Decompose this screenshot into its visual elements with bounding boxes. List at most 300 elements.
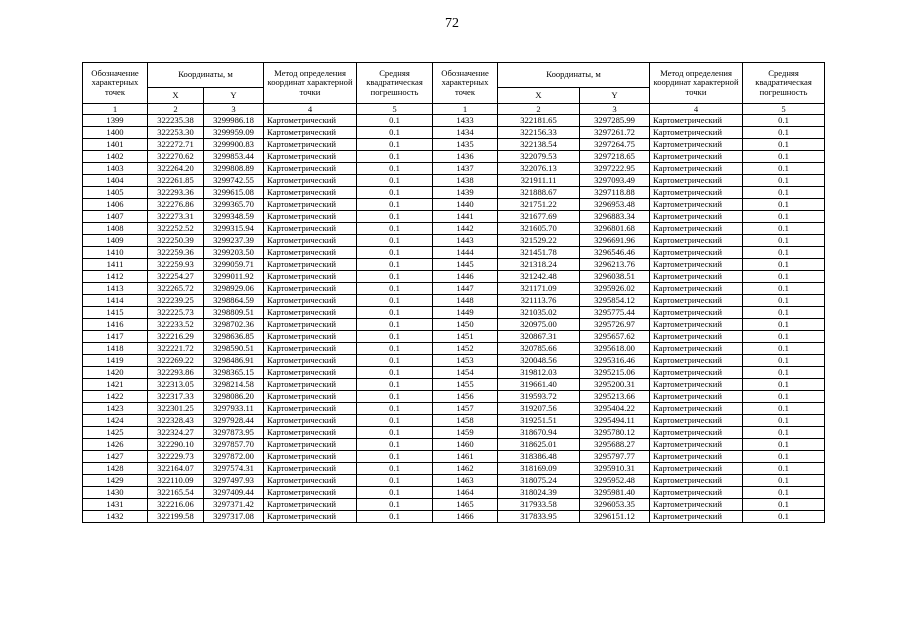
point-id-right: 1439 [433, 187, 498, 199]
table-row [83, 343, 825, 355]
coord-y-right: 3295981.40 [580, 487, 650, 499]
table-row [83, 127, 825, 139]
error-right: 0.1 [743, 427, 825, 439]
coord-y-right: 3295657.62 [580, 331, 650, 343]
method-left: Картометрический [264, 295, 357, 307]
point-id-right: 1450 [433, 319, 498, 331]
error-left: 0.1 [357, 259, 433, 271]
method-right: Картометрический [650, 499, 743, 511]
coord-x-right: 318670.94 [498, 427, 580, 439]
coord-y-left: 3299742.55 [204, 175, 264, 187]
point-id-left: 1406 [83, 199, 148, 211]
error-left: 0.1 [357, 211, 433, 223]
method-left: Картометрический [264, 223, 357, 235]
coord-x-right: 318625.01 [498, 439, 580, 451]
method-left: Картометрический [264, 439, 357, 451]
coord-y-right: 3297118.88 [580, 187, 650, 199]
coord-y-right: 3295688.27 [580, 439, 650, 451]
error-right: 0.1 [743, 379, 825, 391]
coord-x-left: 322216.29 [148, 331, 204, 343]
point-id-left: 1425 [83, 427, 148, 439]
coord-y-right: 3295775.44 [580, 307, 650, 319]
table-row [83, 475, 825, 487]
point-id-right: 1455 [433, 379, 498, 391]
coord-y-left: 3298590.51 [204, 343, 264, 355]
error-left: 0.1 [357, 391, 433, 403]
coord-x-left: 322164.07 [148, 463, 204, 475]
method-right: Картометрический [650, 487, 743, 499]
method-right: Картометрический [650, 391, 743, 403]
col-number: 2 [148, 104, 204, 115]
method-right: Картометрический [650, 271, 743, 283]
coord-y-left: 3299011.92 [204, 271, 264, 283]
coord-x-right: 319661.40 [498, 379, 580, 391]
method-right: Картометрический [650, 115, 743, 127]
method-left: Картометрический [264, 163, 357, 175]
col-number: 3 [204, 104, 264, 115]
coord-x-left: 322110.09 [148, 475, 204, 487]
point-id-left: 1413 [83, 283, 148, 295]
header-x-right: X [498, 88, 580, 104]
coord-x-right: 321911.11 [498, 175, 580, 187]
point-id-left: 1427 [83, 451, 148, 463]
point-id-left: 1423 [83, 403, 148, 415]
coord-x-left: 322235.38 [148, 115, 204, 127]
error-right: 0.1 [743, 463, 825, 475]
table-row [83, 307, 825, 319]
method-right: Картометрический [650, 223, 743, 235]
coord-y-left: 3299237.39 [204, 235, 264, 247]
coord-y-left: 3298086.20 [204, 391, 264, 403]
coord-x-left: 322265.72 [148, 283, 204, 295]
coord-x-left: 322264.20 [148, 163, 204, 175]
coord-x-right: 321751.22 [498, 199, 580, 211]
coord-y-left: 3299059.71 [204, 259, 264, 271]
coord-y-left: 3299615.08 [204, 187, 264, 199]
point-id-right: 1441 [433, 211, 498, 223]
point-id-left: 1432 [83, 511, 148, 523]
table-body [83, 115, 825, 523]
method-left: Картометрический [264, 247, 357, 259]
error-right: 0.1 [743, 295, 825, 307]
error-left: 0.1 [357, 247, 433, 259]
coord-y-left: 3297371.42 [204, 499, 264, 511]
table-row [83, 379, 825, 391]
coord-x-left: 322290.10 [148, 439, 204, 451]
coord-y-left: 3297409.44 [204, 487, 264, 499]
coord-x-right: 321113.76 [498, 295, 580, 307]
coord-x-left: 322328.43 [148, 415, 204, 427]
point-id-right: 1461 [433, 451, 498, 463]
error-right: 0.1 [743, 283, 825, 295]
coord-x-right: 319812.03 [498, 367, 580, 379]
error-right: 0.1 [743, 367, 825, 379]
error-right: 0.1 [743, 115, 825, 127]
coord-y-right: 3295926.02 [580, 283, 650, 295]
point-id-right: 1460 [433, 439, 498, 451]
method-right: Картометрический [650, 463, 743, 475]
coord-y-right: 3296546.46 [580, 247, 650, 259]
coord-x-right: 321318.24 [498, 259, 580, 271]
coord-x-right: 320867.31 [498, 331, 580, 343]
coord-y-left: 3299900.83 [204, 139, 264, 151]
point-id-left: 1428 [83, 463, 148, 475]
coord-x-left: 322301.25 [148, 403, 204, 415]
error-left: 0.1 [357, 127, 433, 139]
point-id-right: 1437 [433, 163, 498, 175]
error-left: 0.1 [357, 307, 433, 319]
error-left: 0.1 [357, 427, 433, 439]
error-left: 0.1 [357, 283, 433, 295]
error-left: 0.1 [357, 151, 433, 163]
coord-x-left: 322293.86 [148, 367, 204, 379]
error-left: 0.1 [357, 475, 433, 487]
method-right: Картометрический [650, 187, 743, 199]
error-right: 0.1 [743, 439, 825, 451]
point-id-left: 1415 [83, 307, 148, 319]
error-right: 0.1 [743, 415, 825, 427]
col-number: 4 [264, 104, 357, 115]
coord-x-right: 321529.22 [498, 235, 580, 247]
method-left: Картометрический [264, 403, 357, 415]
point-id-right: 1446 [433, 271, 498, 283]
error-right: 0.1 [743, 199, 825, 211]
method-left: Картометрический [264, 331, 357, 343]
point-id-right: 1438 [433, 175, 498, 187]
coord-x-right: 321035.02 [498, 307, 580, 319]
error-right: 0.1 [743, 451, 825, 463]
table-row [83, 187, 825, 199]
method-right: Картометрический [650, 343, 743, 355]
point-id-left: 1426 [83, 439, 148, 451]
method-right: Картометрический [650, 295, 743, 307]
coord-y-left: 3297928.44 [204, 415, 264, 427]
coord-x-left: 322324.27 [148, 427, 204, 439]
point-id-left: 1404 [83, 175, 148, 187]
coord-x-right: 318024.39 [498, 487, 580, 499]
coord-x-left: 322254.27 [148, 271, 204, 283]
coord-y-right: 3295404.22 [580, 403, 650, 415]
method-right: Картометрический [650, 415, 743, 427]
coord-y-right: 3296213.76 [580, 259, 650, 271]
method-right: Картометрический [650, 175, 743, 187]
coord-y-right: 3295797.77 [580, 451, 650, 463]
point-id-left: 1402 [83, 151, 148, 163]
table-row [83, 283, 825, 295]
table-row [83, 175, 825, 187]
method-right: Картометрический [650, 259, 743, 271]
coord-y-left: 3298486.91 [204, 355, 264, 367]
error-right: 0.1 [743, 343, 825, 355]
point-id-right: 1444 [433, 247, 498, 259]
coord-y-left: 3299203.50 [204, 247, 264, 259]
method-left: Картометрический [264, 211, 357, 223]
error-right: 0.1 [743, 223, 825, 235]
method-left: Картометрический [264, 139, 357, 151]
method-right: Картометрический [650, 475, 743, 487]
error-right: 0.1 [743, 355, 825, 367]
method-right: Картометрический [650, 283, 743, 295]
coord-x-right: 322079.53 [498, 151, 580, 163]
table-row [83, 451, 825, 463]
method-left: Картометрический [264, 487, 357, 499]
point-id-left: 1431 [83, 499, 148, 511]
method-left: Картометрический [264, 463, 357, 475]
point-id-left: 1414 [83, 295, 148, 307]
coord-y-left: 3299853.44 [204, 151, 264, 163]
coord-x-left: 322273.31 [148, 211, 204, 223]
point-id-right: 1436 [433, 151, 498, 163]
method-left: Картометрический [264, 187, 357, 199]
coord-x-left: 322272.71 [148, 139, 204, 151]
coord-x-left: 322270.62 [148, 151, 204, 163]
error-left: 0.1 [357, 367, 433, 379]
col-number: 4 [650, 104, 743, 115]
error-left: 0.1 [357, 235, 433, 247]
table-row [83, 223, 825, 235]
method-right: Картометрический [650, 211, 743, 223]
coord-x-left: 322269.22 [148, 355, 204, 367]
table-row [83, 295, 825, 307]
coord-x-right: 321451.78 [498, 247, 580, 259]
method-left: Картометрический [264, 499, 357, 511]
coord-y-left: 3299348.59 [204, 211, 264, 223]
table-row [83, 463, 825, 475]
coord-y-left: 3297933.11 [204, 403, 264, 415]
coord-x-right: 322181.65 [498, 115, 580, 127]
page-number: 72 [445, 16, 459, 31]
method-right: Картометрический [650, 235, 743, 247]
table-row [83, 199, 825, 211]
coord-x-right: 317933.58 [498, 499, 580, 511]
coord-y-right: 3296801.68 [580, 223, 650, 235]
point-id-left: 1405 [83, 187, 148, 199]
point-id-right: 1458 [433, 415, 498, 427]
method-left: Картометрический [264, 355, 357, 367]
coord-x-left: 322253.30 [148, 127, 204, 139]
coord-x-left: 322317.33 [148, 391, 204, 403]
col-number: 2 [498, 104, 580, 115]
error-left: 0.1 [357, 487, 433, 499]
method-left: Картометрический [264, 319, 357, 331]
point-id-left: 1429 [83, 475, 148, 487]
table-row [83, 355, 825, 367]
coord-y-left: 3299808.89 [204, 163, 264, 175]
coord-x-left: 322221.72 [148, 343, 204, 355]
point-id-left: 1419 [83, 355, 148, 367]
error-right: 0.1 [743, 475, 825, 487]
error-left: 0.1 [357, 511, 433, 523]
method-right: Картометрический [650, 199, 743, 211]
coord-x-right: 321888.67 [498, 187, 580, 199]
coord-y-right: 3295726.97 [580, 319, 650, 331]
col-number: 5 [743, 104, 825, 115]
point-id-right: 1447 [433, 283, 498, 295]
coord-y-right: 3297285.99 [580, 115, 650, 127]
coord-y-right: 3295213.66 [580, 391, 650, 403]
error-right: 0.1 [743, 271, 825, 283]
coord-y-left: 3297574.31 [204, 463, 264, 475]
method-right: Картометрический [650, 319, 743, 331]
error-right: 0.1 [743, 139, 825, 151]
table-row [83, 487, 825, 499]
method-left: Картометрический [264, 271, 357, 283]
point-id-right: 1453 [433, 355, 498, 367]
point-id-right: 1445 [433, 259, 498, 271]
coord-x-left: 322233.52 [148, 319, 204, 331]
coord-y-left: 3298702.36 [204, 319, 264, 331]
method-left: Картометрический [264, 511, 357, 523]
method-left: Картометрический [264, 367, 357, 379]
coord-x-left: 322313.05 [148, 379, 204, 391]
error-right: 0.1 [743, 163, 825, 175]
header-error-right: Средняя квадратическая погрешность [743, 63, 825, 104]
method-left: Картометрический [264, 379, 357, 391]
method-left: Картометрический [264, 127, 357, 139]
coord-x-right: 322156.33 [498, 127, 580, 139]
method-right: Картометрический [650, 451, 743, 463]
error-left: 0.1 [357, 199, 433, 211]
header-error-left: Средняя квадратическая погрешность [357, 63, 433, 104]
coord-y-right: 3295200.31 [580, 379, 650, 391]
coord-x-right: 317833.95 [498, 511, 580, 523]
method-right: Картометрический [650, 127, 743, 139]
method-left: Картометрический [264, 475, 357, 487]
method-right: Картометрический [650, 139, 743, 151]
point-id-right: 1442 [433, 223, 498, 235]
table-row [83, 163, 825, 175]
point-id-right: 1459 [433, 427, 498, 439]
method-left: Картометрический [264, 343, 357, 355]
error-right: 0.1 [743, 247, 825, 259]
table-row [83, 391, 825, 403]
point-id-right: 1448 [433, 295, 498, 307]
point-id-left: 1424 [83, 415, 148, 427]
method-right: Картометрический [650, 439, 743, 451]
error-left: 0.1 [357, 403, 433, 415]
coord-x-left: 322239.25 [148, 295, 204, 307]
coord-x-right: 319251.51 [498, 415, 580, 427]
error-right: 0.1 [743, 319, 825, 331]
coord-y-right: 3297264.75 [580, 139, 650, 151]
point-id-left: 1400 [83, 127, 148, 139]
point-id-right: 1464 [433, 487, 498, 499]
coord-y-right: 3296053.35 [580, 499, 650, 511]
coord-x-right: 318386.48 [498, 451, 580, 463]
col-number: 5 [357, 104, 433, 115]
coord-y-left: 3297317.08 [204, 511, 264, 523]
col-number: 1 [83, 104, 148, 115]
point-id-left: 1403 [83, 163, 148, 175]
point-id-right: 1466 [433, 511, 498, 523]
coord-y-right: 3295780.12 [580, 427, 650, 439]
coord-x-right: 321677.69 [498, 211, 580, 223]
coord-x-right: 322076.13 [498, 163, 580, 175]
error-right: 0.1 [743, 259, 825, 271]
method-right: Картометрический [650, 331, 743, 343]
coord-y-left: 3298809.51 [204, 307, 264, 319]
method-left: Картометрический [264, 235, 357, 247]
header-x-left: X [148, 88, 204, 104]
coord-y-left: 3298636.85 [204, 331, 264, 343]
coord-y-left: 3298864.59 [204, 295, 264, 307]
point-id-right: 1449 [433, 307, 498, 319]
coord-x-left: 322261.85 [148, 175, 204, 187]
error-left: 0.1 [357, 379, 433, 391]
table-row [83, 415, 825, 427]
point-id-right: 1433 [433, 115, 498, 127]
header-point-left: Обозначение характерных точек [83, 63, 148, 104]
coord-x-right: 321242.48 [498, 271, 580, 283]
point-id-right: 1435 [433, 139, 498, 151]
coord-y-right: 3296151.12 [580, 511, 650, 523]
coord-y-left: 3299315.94 [204, 223, 264, 235]
point-id-left: 1410 [83, 247, 148, 259]
point-id-left: 1418 [83, 343, 148, 355]
error-left: 0.1 [357, 343, 433, 355]
coord-x-left: 322276.86 [148, 199, 204, 211]
point-id-left: 1416 [83, 319, 148, 331]
error-left: 0.1 [357, 295, 433, 307]
point-id-left: 1422 [83, 391, 148, 403]
col-number: 1 [433, 104, 498, 115]
table-header [83, 63, 825, 115]
header-y-right: Y [580, 88, 650, 104]
header-coords-right: Координаты, м [498, 63, 650, 88]
point-id-right: 1465 [433, 499, 498, 511]
error-left: 0.1 [357, 439, 433, 451]
error-right: 0.1 [743, 331, 825, 343]
method-left: Картометрический [264, 427, 357, 439]
error-left: 0.1 [357, 499, 433, 511]
point-id-right: 1463 [433, 475, 498, 487]
col-number: 3 [580, 104, 650, 115]
error-right: 0.1 [743, 499, 825, 511]
point-id-right: 1456 [433, 391, 498, 403]
method-right: Картометрический [650, 367, 743, 379]
method-right: Картометрический [650, 163, 743, 175]
error-right: 0.1 [743, 307, 825, 319]
error-left: 0.1 [357, 319, 433, 331]
point-id-left: 1411 [83, 259, 148, 271]
error-right: 0.1 [743, 391, 825, 403]
error-right: 0.1 [743, 211, 825, 223]
method-left: Картометрический [264, 175, 357, 187]
point-id-left: 1430 [83, 487, 148, 499]
table-row [83, 499, 825, 511]
coord-y-right: 3296691.96 [580, 235, 650, 247]
coord-x-right: 320975.00 [498, 319, 580, 331]
error-left: 0.1 [357, 463, 433, 475]
coordinates-table [82, 62, 825, 523]
table-row [83, 259, 825, 271]
error-left: 0.1 [357, 355, 433, 367]
error-left: 0.1 [357, 451, 433, 463]
table-row [83, 211, 825, 223]
point-id-left: 1417 [83, 331, 148, 343]
coord-y-right: 3295952.48 [580, 475, 650, 487]
coord-x-left: 322216.06 [148, 499, 204, 511]
coord-x-left: 322229.73 [148, 451, 204, 463]
error-left: 0.1 [357, 415, 433, 427]
method-left: Картометрический [264, 115, 357, 127]
point-id-right: 1452 [433, 343, 498, 355]
table-row [83, 115, 825, 127]
table-row [83, 427, 825, 439]
method-right: Картометрический [650, 307, 743, 319]
coord-y-right: 3297218.65 [580, 151, 650, 163]
table-row [83, 319, 825, 331]
